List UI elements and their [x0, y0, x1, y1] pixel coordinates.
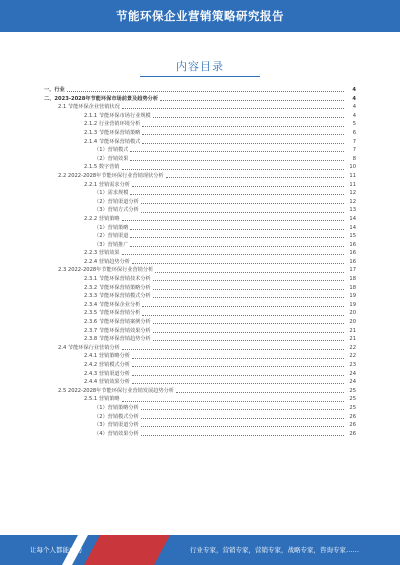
toc-entry-title: 二、2023-2028年节能环保市场前景及趋势分析 [44, 95, 159, 102]
toc-dot-leader [122, 254, 344, 255]
toc-dot-leader [141, 435, 344, 436]
toc-entry-page: 22 [349, 353, 356, 360]
toc-entry-title: 2.5.1 营销策略 [84, 396, 120, 403]
toc-entry-title: （3）营销渠道分析 [94, 422, 139, 429]
toc-entry-title: 2.3.2 节能环保营销策略分析 [84, 284, 151, 291]
footer-slogan-right: 行业专家，营销专家，营销专家，战略专家，咨询专家…… [190, 546, 359, 554]
toc-dot-leader [142, 306, 344, 307]
toc-entry-page: 24 [349, 370, 356, 377]
toc-entry-title: 2.2.1 营销需求分析 [84, 181, 130, 188]
toc-entry[interactable] [44, 146, 356, 155]
toc-entry-title: （2）营销渠道 [94, 233, 129, 240]
toc-dot-leader [160, 100, 344, 101]
toc-entry[interactable] [44, 352, 356, 361]
toc-entry[interactable] [44, 413, 356, 422]
toc-entry[interactable] [44, 206, 356, 215]
toc-entry-title: 2.1.4 节能环保营销模式 [84, 138, 141, 145]
toc-entry[interactable] [44, 344, 356, 353]
toc-entry[interactable] [44, 361, 356, 370]
toc-entry-page: 24 [349, 379, 356, 386]
toc-entry-title: 2.3.5 节能环保营销分析 [84, 310, 141, 317]
toc-entry[interactable] [44, 215, 356, 224]
toc-dot-leader [130, 246, 344, 247]
toc-dot-leader [153, 280, 344, 281]
toc-entry[interactable] [44, 95, 356, 104]
toc-entry-page: 7 [352, 138, 356, 145]
toc-entry-page: 25 [349, 404, 356, 411]
toc-entry[interactable] [44, 86, 356, 95]
toc-dot-leader [142, 134, 344, 135]
toc-entry-page: 19 [349, 301, 356, 308]
toc-entry[interactable] [44, 181, 356, 190]
toc-entry-title: （1）营销策略分析 [94, 404, 139, 411]
toc-dot-leader [122, 169, 344, 170]
toc-entry-title: 2.1.2 行业营销环境分析 [84, 121, 141, 128]
toc-dot-leader [153, 323, 344, 324]
toc-dot-leader [142, 143, 344, 144]
toc-entry[interactable] [44, 370, 356, 379]
toc-dot-leader [132, 375, 344, 376]
toc-dot-leader [67, 91, 344, 92]
toc-entry-title: （3）营销方式分析 [94, 207, 139, 214]
toc-dot-leader [142, 315, 344, 316]
toc-entry[interactable] [44, 155, 356, 164]
toc-entry-title: 2.3 2022-2028年节能环保行业营销分析 [58, 267, 154, 274]
toc-dot-leader [153, 117, 344, 118]
toc-entry-title: 2.1.1 节能环保市场行业规模 [84, 112, 151, 119]
footer-red-stripe [84, 535, 170, 565]
toc-entry-title: 2.4.3 营销渠道分析 [84, 370, 130, 377]
toc-entry-page: 26 [349, 430, 356, 437]
toc-entry[interactable] [44, 292, 356, 301]
toc-entry-page: 19 [349, 293, 356, 300]
toc-entry-page: 22 [349, 344, 356, 351]
toc-dot-leader [132, 263, 344, 264]
toc-entry[interactable] [44, 421, 356, 430]
toc-entry-title: 2.1.3 节能环保营销策略 [84, 129, 141, 136]
toc-entry-page: 16 [349, 241, 356, 248]
toc-entry-page: 20 [349, 310, 356, 317]
toc-entry[interactable] [44, 430, 356, 439]
toc-dot-leader [141, 212, 344, 213]
toc-entry-page: 16 [349, 258, 356, 265]
toc-entry-title: 2.4.4 营销效果分析 [84, 379, 130, 386]
toc-entry-page: 13 [349, 207, 356, 214]
toc-entry[interactable] [44, 318, 356, 327]
toc-dot-leader [130, 160, 344, 161]
toc-dot-leader [141, 409, 344, 410]
toc-entry-title: 2.3.7 节能环保营销效果分析 [84, 327, 151, 334]
toc-heading: 内容目录 [176, 60, 224, 73]
toc-entry-page: 15 [349, 233, 356, 240]
toc-entry-page: 10 [349, 164, 356, 171]
toc-entry-title: 2.2 2022-2028年节能环保行业营销现状分析 [58, 172, 164, 179]
toc-heading-divider [140, 76, 260, 77]
toc-entry-title: （2）营销渠道分析 [94, 198, 139, 205]
toc-entry-page: 4 [352, 95, 356, 102]
toc-entry-page: 8 [352, 155, 356, 162]
toc-dot-leader [153, 297, 344, 298]
toc-entry-page: 4 [352, 104, 356, 111]
header-bar [0, 0, 400, 32]
toc-dot-leader [130, 229, 344, 230]
toc-dot-leader [132, 383, 344, 384]
toc-entry-page: 14 [349, 224, 356, 231]
toc-entry[interactable] [44, 241, 356, 250]
toc-entry-title: 一、行业 [44, 87, 65, 93]
toc-dot-leader [130, 151, 344, 152]
toc-dot-leader [130, 237, 344, 238]
toc-dot-leader [142, 126, 344, 127]
toc-entry[interactable] [44, 309, 356, 318]
toc-entry-page: 25 [349, 387, 356, 394]
footer-bar [0, 535, 400, 565]
toc-entry[interactable] [44, 120, 356, 129]
toc-dot-leader [132, 186, 344, 187]
toc-dot-leader [153, 289, 344, 290]
toc-entry-page: 18 [349, 276, 356, 283]
toc-entry[interactable] [44, 189, 356, 198]
toc-entry-title: 2.1 节能环保企业营销状况 [58, 104, 120, 111]
toc-entry-title: （1）营销模式 [94, 147, 129, 154]
toc-entry[interactable] [44, 284, 356, 293]
toc-entry-page: 18 [349, 284, 356, 291]
footer-slogan-left: 让每个人都能成为 [30, 546, 82, 554]
report-title: 节能环保企业营销策略研究报告 [116, 9, 284, 23]
toc-entry-title: 2.2.4 营销趋势分析 [84, 258, 130, 265]
toc-entry-title: 2.1.5 数字营销 [84, 164, 120, 171]
toc-entry[interactable] [44, 327, 356, 336]
toc-dot-leader [122, 349, 344, 350]
toc-dot-leader [153, 332, 344, 333]
toc-entry-page: 26 [349, 413, 356, 420]
toc-entry-page: 20 [349, 319, 356, 326]
toc-entry-title: 2.2.3 营销效果 [84, 250, 120, 257]
toc-entry-page: 14 [349, 215, 356, 222]
toc-entry-title: （1）营销策略 [94, 224, 129, 231]
toc-entry-page: 4 [352, 87, 356, 93]
toc-entry[interactable] [44, 224, 356, 233]
toc-entry-title: 2.3.1 节能环保营销技术分析 [84, 276, 151, 283]
toc-entry-page: 5 [352, 121, 356, 128]
toc-entry-title: 2.4.1 营销策略分析 [84, 353, 130, 360]
toc-dot-leader [130, 194, 344, 195]
toc-dot-leader [141, 203, 344, 204]
toc-dot-leader [122, 220, 344, 221]
toc-entry[interactable] [44, 232, 356, 241]
toc-entry[interactable] [44, 266, 356, 275]
toc-entry[interactable] [44, 335, 356, 344]
toc-dot-leader [166, 177, 344, 178]
toc-entry-title: 2.2.2 营销策略 [84, 215, 120, 222]
toc-entry-title: 2.3.4 节能环保企业分析 [84, 301, 141, 308]
toc-entry-title: 2.3.8 节能环保营销趋势分析 [84, 336, 151, 343]
toc-entry[interactable] [44, 404, 356, 413]
toc-entry[interactable] [44, 103, 356, 112]
toc-entry[interactable] [44, 163, 356, 172]
toc-entry[interactable] [44, 275, 356, 284]
table-of-contents [44, 86, 356, 438]
toc-dot-leader [155, 272, 344, 273]
toc-entry[interactable] [44, 172, 356, 181]
toc-entry[interactable] [44, 129, 356, 138]
toc-entry-page: 21 [349, 336, 356, 343]
toc-entry[interactable] [44, 198, 356, 207]
toc-entry[interactable] [44, 112, 356, 121]
toc-entry-page: 21 [349, 327, 356, 334]
toc-entry-title: 2.3.3 节能环保营销模式分析 [84, 293, 151, 300]
toc-entry[interactable] [44, 249, 356, 258]
toc-entry-page: 4 [352, 112, 356, 119]
toc-entry-title: 2.4 节能环保行业营销分析 [58, 344, 120, 351]
toc-entry-page: 16 [349, 250, 356, 257]
toc-dot-leader [122, 108, 344, 109]
toc-entry-page: 12 [349, 198, 356, 205]
toc-entry-title: 2.5 2022-2028年节能环保行业营销发展趋势分析 [58, 387, 174, 394]
toc-entry-page: 6 [352, 129, 356, 136]
toc-entry[interactable] [44, 138, 356, 147]
toc-entry[interactable] [44, 387, 356, 396]
toc-entry-title: 2.4.2 营销模式分析 [84, 362, 130, 368]
toc-entry-title: （1）需求规模 [94, 190, 129, 197]
toc-entry[interactable] [44, 378, 356, 387]
toc-entry-title: （4）营销效果分析 [94, 430, 139, 437]
toc-dot-leader [141, 426, 344, 427]
toc-entry-page: 7 [352, 147, 356, 154]
toc-dot-leader [176, 392, 344, 393]
toc-entry-title: （2）营销模式分析 [94, 413, 139, 420]
toc-dot-leader [132, 358, 344, 359]
toc-entry-page: 26 [349, 422, 356, 429]
toc-entry[interactable] [44, 395, 356, 404]
toc-entry-title: （2）营销效果 [94, 155, 129, 162]
toc-entry-page: 23 [349, 362, 356, 368]
toc-entry-page: 11 [349, 181, 356, 188]
toc-dot-leader [132, 366, 344, 367]
toc-entry-title: （3）营销推广 [94, 241, 129, 248]
toc-dot-leader [153, 340, 344, 341]
toc-entry-page: 11 [349, 172, 356, 179]
toc-entry-page: 25 [349, 396, 356, 403]
toc-entry[interactable] [44, 258, 356, 267]
toc-dot-leader [141, 418, 344, 419]
toc-entry[interactable] [44, 301, 356, 310]
toc-entry-title: 2.3.6 节能环保营销案例分析 [84, 319, 151, 326]
toc-dot-leader [122, 401, 344, 402]
toc-entry-page: 12 [349, 190, 356, 197]
toc-entry-page: 17 [349, 267, 356, 274]
